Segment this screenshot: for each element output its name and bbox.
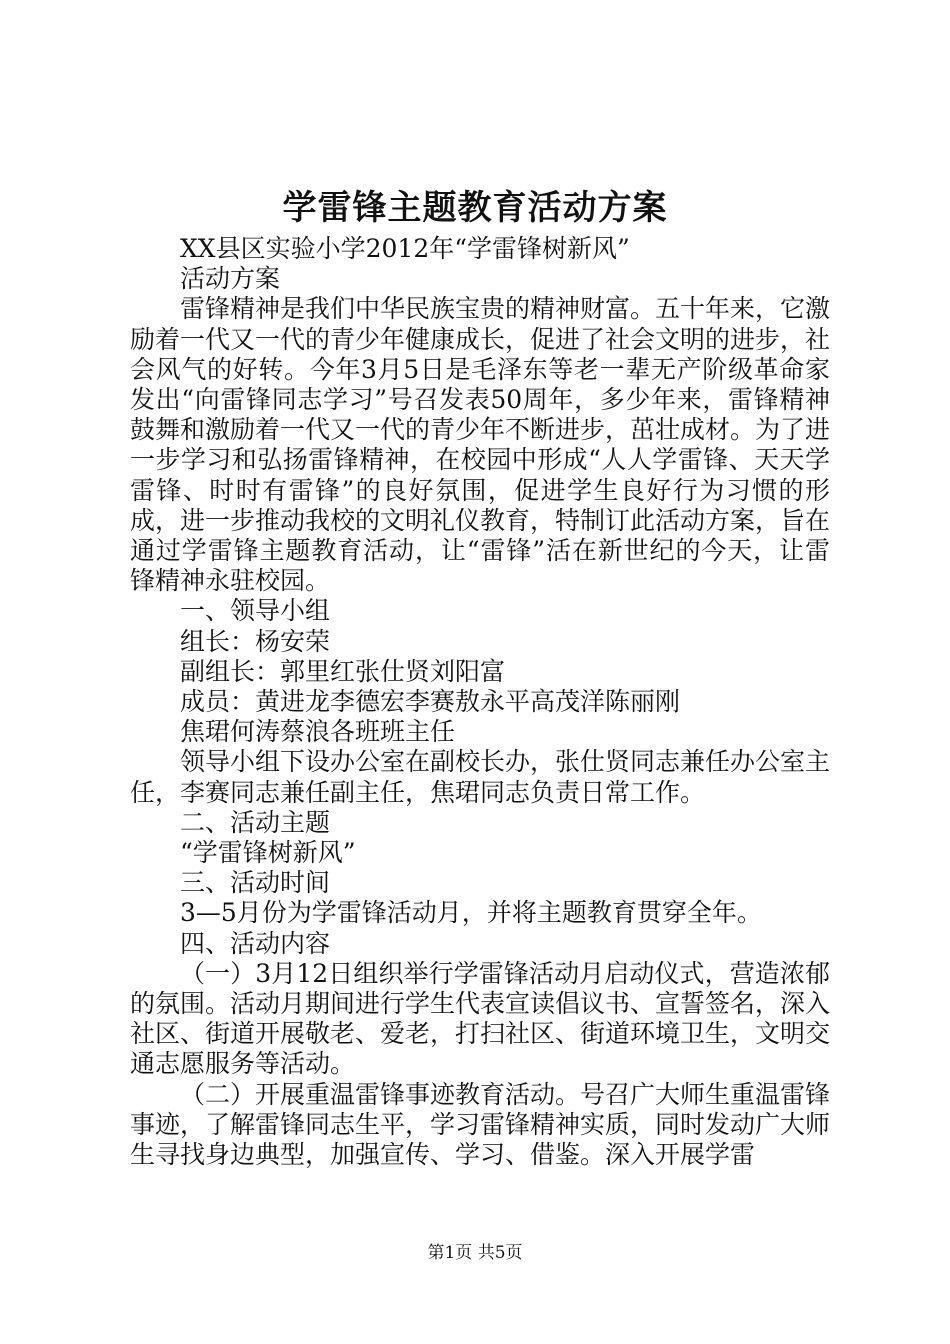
paragraph-school-line: XX县区实验小学2012年“学雷锋树新风”	[180, 234, 630, 263]
paragraph-office: 领导小组下设办公室在副校长办，张仕贤同志兼任办公室主任，李赛同志兼任副主任，焦珺同志负责日常工作。	[130, 747, 831, 807]
paragraph-deputy-leaders: 副组长：郭里红张仕贤刘阳富	[180, 656, 506, 686]
paragraph-members-continued: 焦珺何涛蔡浪各班班主任	[180, 717, 456, 747]
section-heading-content: 四、活动内容	[180, 928, 331, 958]
page-footer: 第1页 共5页	[427, 1243, 523, 1263]
section-heading-theme: 二、活动主题	[180, 807, 331, 837]
paragraph-leader: 组长：杨安荣	[180, 626, 331, 656]
paragraph-theme: “学雷锋树新风”	[180, 838, 356, 868]
paragraph-time: 3—5月份为学雷锋活动月，并将主题教育贯穿全年。	[180, 898, 762, 928]
section-heading-leadership: 一、领导小组	[180, 596, 331, 626]
paragraph-content-item-2: （二）开展重温雷锋事迹教育活动。号召广大师生重温雷锋事迹，了解雷锋同志生平，学习雷锋精神实质，同时发动广大师生寻找身边典型，加强宣传、学习、借鉴。深入开展学雷	[130, 1079, 831, 1170]
section-heading-time: 三、活动时间	[180, 868, 331, 898]
paragraph-members: 成员：黄进龙李德宏李赛敖永平高茂洋陈丽刚	[180, 687, 681, 717]
document-body	[130, 234, 830, 1170]
paragraph-content-item-1: （一）3月12日组织举行学雷锋活动月启动仪式，营造浓郁的氛围。活动月期间进行学生代表宣读倡议书、宣誓签名，深入社区、街道开展敬老、爱老，打扫社区、街道环境卫生，文明交通志愿服务等活动。	[130, 958, 831, 1079]
document-title: 学雷锋主题教育活动方案	[282, 188, 668, 228]
paragraph-intro: 雷锋精神是我们中华民族宝贵的精神财富。五十年来，它激励着一代又一代的青少年健康成长，促进了社会文明的进步，社会风气的好转。今年3月5日是毛泽东等老一辈无产阶级革命家发出“向雷锋同志学习”号召发表50周年，多少年来，雷锋精神鼓舞和激励着一代又一代的青少年不断进步，茁壮成材。为了进一步学习和弘扬雷锋精神，在校园中形成“人人学雷锋、天天学雷锋、时时有雷锋”的良好氛围，促进学生良好行为习惯的形成，进一步推动我校的文明礼仪教育，特制订此活动方案，旨在通过学雷锋主题教育活动，让“雷锋”活在新世纪的今天，让雷锋精神永驻校园。	[130, 294, 831, 596]
paragraph-plan-label: 活动方案	[180, 264, 281, 294]
